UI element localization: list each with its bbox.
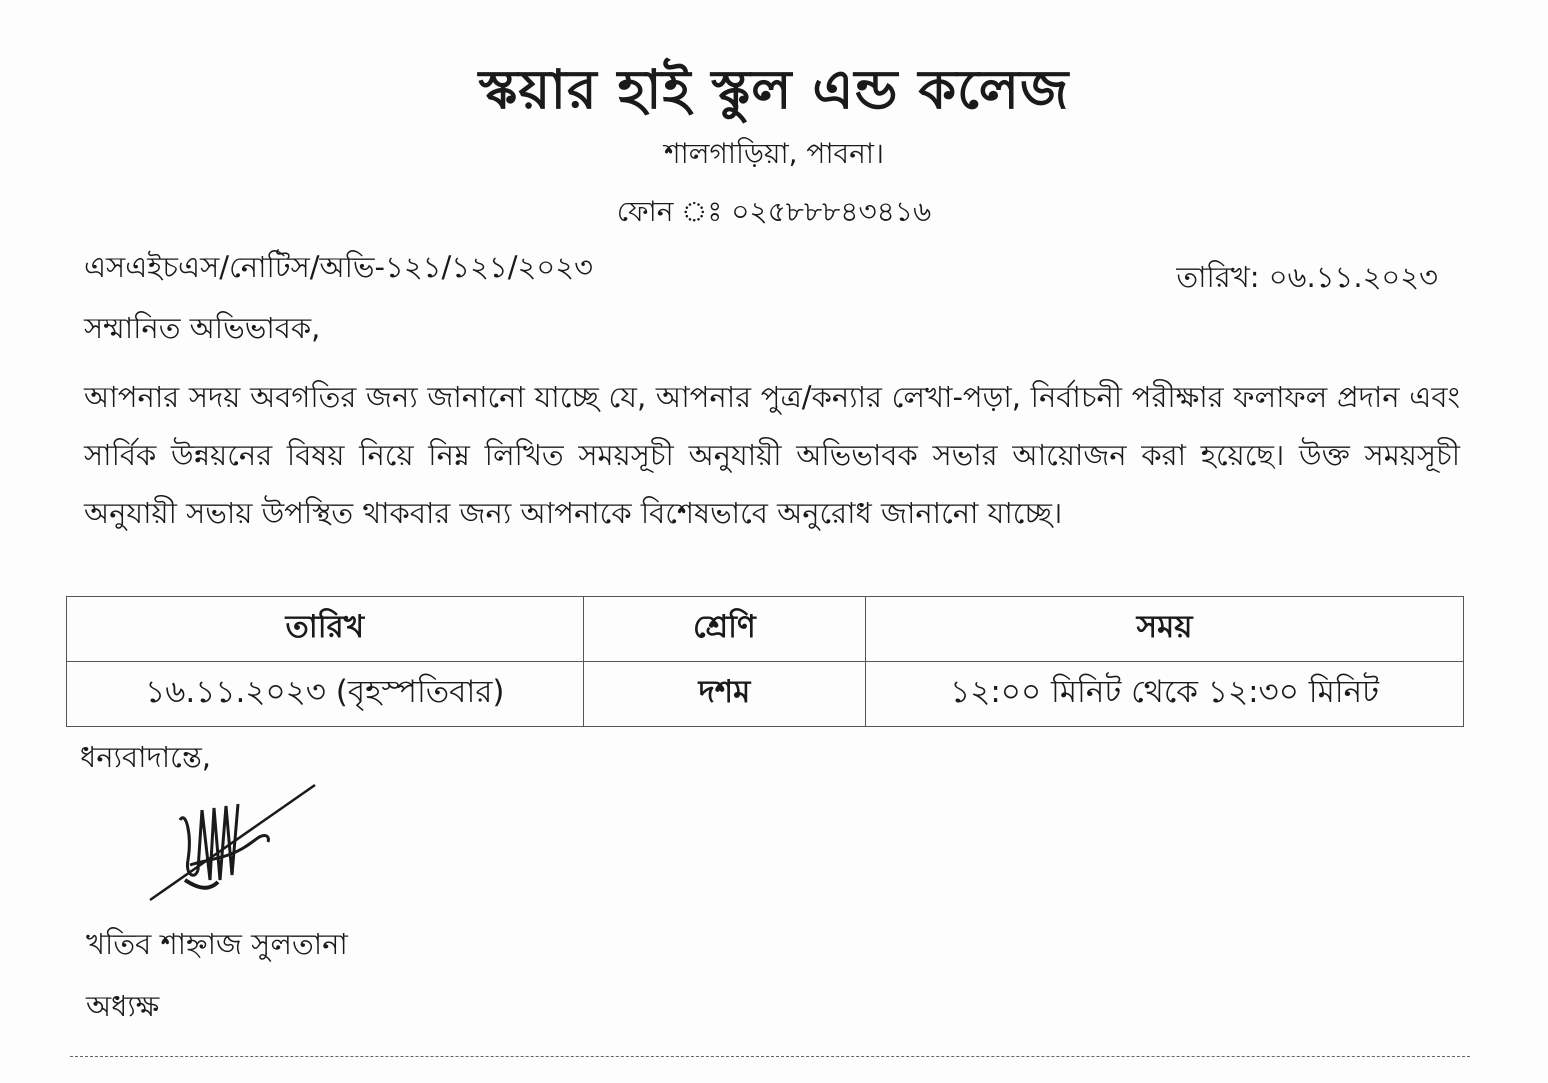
school-phone: ফোন ঃ ০২৫৮৮৮৪৩৪১৬ (616, 195, 932, 228)
notice-date: তারিখ: ০৬.১১.২০২৩ (1176, 260, 1438, 294)
notice-body: আপনার সদয় অবগতির জন্য জানানো যাচ্ছে যে, আপনার পুত্র/কন্যার লেখা-পড়া, নির্বাচনী পরীক্ষার ফলাফল প্রদান এবং সার্বিক উন্নয়নের বিষয় নিয়ে নিম্ন লিখিত সময়সূচী অনুযায়ী অভিভাবক সভার আয়োজন করা হয়েছে। উক্ত সময়সূচী অনুযায়ী সভায় উপস্থিত থাকবার জন্য আপনাকে বিশেষভাবে অনুরোধ জানানো যাচ্ছে। (84, 380, 1460, 530)
table-row (67, 662, 1464, 727)
closing-line: ধন্যবাদান্তে, (80, 740, 212, 774)
header-time: সময় (866, 597, 1464, 662)
header-class: শ্রেণি (583, 597, 866, 662)
schedule-header-row (67, 597, 1464, 662)
school-address: শালগাড়িয়া, পাবনা। (664, 137, 884, 170)
signature-icon (140, 740, 340, 920)
signer-name: খতিব শাহ্নাজ সুলতানা (86, 927, 348, 961)
cell-time: ১২:০০ মিনিট থেকে ১২:৩০ মিনিট (866, 662, 1464, 727)
school-name: স্কয়ার হাই স্কুল এন্ড কলেজ (478, 58, 1070, 121)
cell-date: ১৬.১১.২০২৩ (বৃহস্পতিবার) (67, 662, 584, 727)
schedule-table (66, 596, 1464, 727)
salutation: সম্মানিত অভিভাবক, (84, 311, 321, 345)
dashed-divider (70, 1056, 1470, 1057)
reference-number: এসএইচএস/নোটিস/অভি-১২১/১২১/২০২৩ (84, 250, 593, 284)
header-date: তারিখ (67, 597, 584, 662)
cell-class: দশম (583, 662, 866, 727)
signer-title: অধ্যক্ষ (86, 989, 160, 1023)
